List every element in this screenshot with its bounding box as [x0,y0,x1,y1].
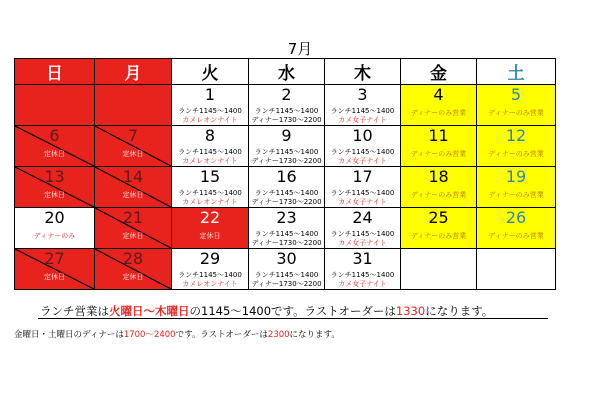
day-number: 13 [44,167,65,186]
day-note: カメレオンナイト [182,116,238,124]
day-number: 23 [276,208,297,227]
day-number: 28 [122,249,144,268]
day-number: 15 [199,167,221,186]
day-note: ディナーのみ [33,232,76,240]
lunch-hours-note: ランチ営業は火曜日〜木曜日の1145〜1400です。ラストオーダーは1330になります。 [40,304,494,318]
day-number: 18 [428,167,449,186]
day-cell [401,126,477,167]
day-note: ランチ1145〜1400 [254,148,319,156]
week-row [15,85,556,126]
day-note: 定休日 [44,273,65,281]
day-cell [95,208,172,249]
day-note: ディナーのみ営業 [410,191,467,199]
week-row [15,126,556,167]
day-note: カメ女子ナイト [338,280,387,288]
underline [38,318,548,319]
day-cell [249,208,325,249]
day-cell [95,126,172,167]
day-note: ディナー1730〜2200 [251,198,322,206]
day-note: ディナーのみ営業 [410,109,467,117]
day-cell [249,126,325,167]
day-number: 16 [276,167,297,186]
day-note: ディナーのみ営業 [410,150,467,158]
day-cell [15,126,95,167]
day-number: 30 [276,249,297,268]
day-note: カメ女子ナイト [338,198,387,206]
day-cell [95,85,172,126]
day-note: ランチ1145〜1400 [330,148,395,156]
day-note: ランチ1145〜1400 [178,148,242,156]
day-cell [15,208,95,249]
day-note: ランチ1145〜1400 [330,107,395,115]
day-number: 17 [352,167,373,186]
day-note: 定休日 [44,150,65,158]
day-number: 14 [122,167,144,186]
day-cell [172,249,249,290]
day-note: ディナーのみ営業 [488,109,544,117]
weekday-header: 月 [95,59,172,85]
day-note: ディナーのみ営業 [488,150,544,158]
dinner-last-order: 2300 [267,330,290,340]
day-note: ランチ1145〜1400 [178,189,242,197]
dinner-hours: 1700〜2400 [123,330,176,340]
day-number: 10 [352,126,373,145]
day-note: 定休日 [44,191,65,199]
day-cell [325,126,401,167]
day-cell [401,167,477,208]
lunch-last-order: 1330 [395,304,426,318]
day-note: ランチ1145〜1400 [330,230,395,238]
day-cell [325,167,401,208]
day-number: 4 [433,85,444,104]
day-note: カメ女子ナイト [338,116,387,124]
day-cell [172,85,249,126]
day-number: 21 [122,208,144,227]
day-number: 9 [281,126,292,145]
day-note: ランチ1145〜1400 [330,189,395,197]
weekday-header: 木 [325,59,401,85]
weekday-header: 金 [401,59,477,85]
day-number: 11 [428,126,449,145]
weekday-header: 土 [477,59,556,85]
day-number: 20 [44,208,65,227]
day-cell [477,167,556,208]
day-cell [477,85,556,126]
day-note: 定休日 [122,232,144,240]
day-note: カメ女子ナイト [338,157,387,165]
day-note: ディナー1730〜2200 [251,157,322,165]
day-note: ランチ1145〜1400 [254,189,319,197]
day-number: 29 [199,249,221,268]
day-cell [401,85,477,126]
weekday-header: 水 [249,59,325,85]
day-cell [401,208,477,249]
day-note: 定休日 [122,273,144,281]
day-number: 31 [352,249,373,268]
day-cell [477,126,556,167]
day-note: 定休日 [199,232,221,240]
day-note: ランチ1145〜1400 [254,230,319,238]
day-cell [477,208,556,249]
weekday-header-row [15,59,556,85]
day-note: ランチ1145〜1400 [254,271,319,279]
day-number: 8 [204,126,216,145]
day-number: 24 [352,208,373,227]
day-cell [325,249,401,290]
day-number: 7 [127,126,139,145]
day-cell [15,249,95,290]
day-cell [477,249,556,290]
day-note: カメレオンナイト [182,157,238,165]
day-note: カメレオンナイト [182,280,238,288]
day-note: ランチ1145〜1400 [330,271,395,279]
day-note: 定休日 [122,191,144,199]
day-number: 5 [510,85,522,104]
day-note: ディナー1730〜2200 [251,239,322,247]
day-note: ディナー1730〜2200 [251,280,322,288]
weekday-header: 火 [172,59,249,85]
month-title: 7月 [287,40,313,58]
day-number: 2 [281,85,292,104]
day-note: ランチ1145〜1400 [178,271,242,279]
day-cell [172,126,249,167]
day-cell [95,167,172,208]
day-note: 定休日 [122,150,144,158]
day-cell [249,85,325,126]
week-row [15,249,556,290]
day-cell [325,85,401,126]
day-number: 19 [505,167,527,186]
day-cell [401,249,477,290]
day-note: ディナーのみ営業 [488,191,544,199]
day-note: ディナーのみ営業 [410,232,467,240]
weekday-header: 日 [15,59,95,85]
week-row [15,208,556,249]
day-cell [172,208,249,249]
day-note: ディナー1730〜2200 [251,116,322,124]
day-cell [172,167,249,208]
day-cell [15,167,95,208]
calendar-table [14,58,556,290]
day-cell [325,208,401,249]
day-note: カメ女子ナイト [338,239,387,247]
day-note: ランチ1145〜1400 [178,107,242,115]
day-cell [249,167,325,208]
day-number: 22 [199,208,221,227]
day-number: 1 [204,85,216,104]
lunch-days: 火曜日〜木曜日 [109,304,190,318]
day-cell [15,85,95,126]
day-note: ディナーのみ営業 [488,232,544,240]
day-number: 6 [49,126,60,145]
day-cell [249,249,325,290]
day-number: 3 [357,85,368,104]
day-number: 25 [428,208,449,227]
dinner-hours-note: 金曜日・土曜日のディナーは1700〜2400です。ラストオーダーは2300になります。 [14,330,340,340]
day-number: 26 [505,208,527,227]
week-row [15,167,556,208]
day-number: 12 [505,126,527,145]
day-number: 27 [44,249,65,268]
day-cell [95,249,172,290]
day-note: ランチ1145〜1400 [254,107,319,115]
day-note: カメレオンナイト [182,198,238,206]
